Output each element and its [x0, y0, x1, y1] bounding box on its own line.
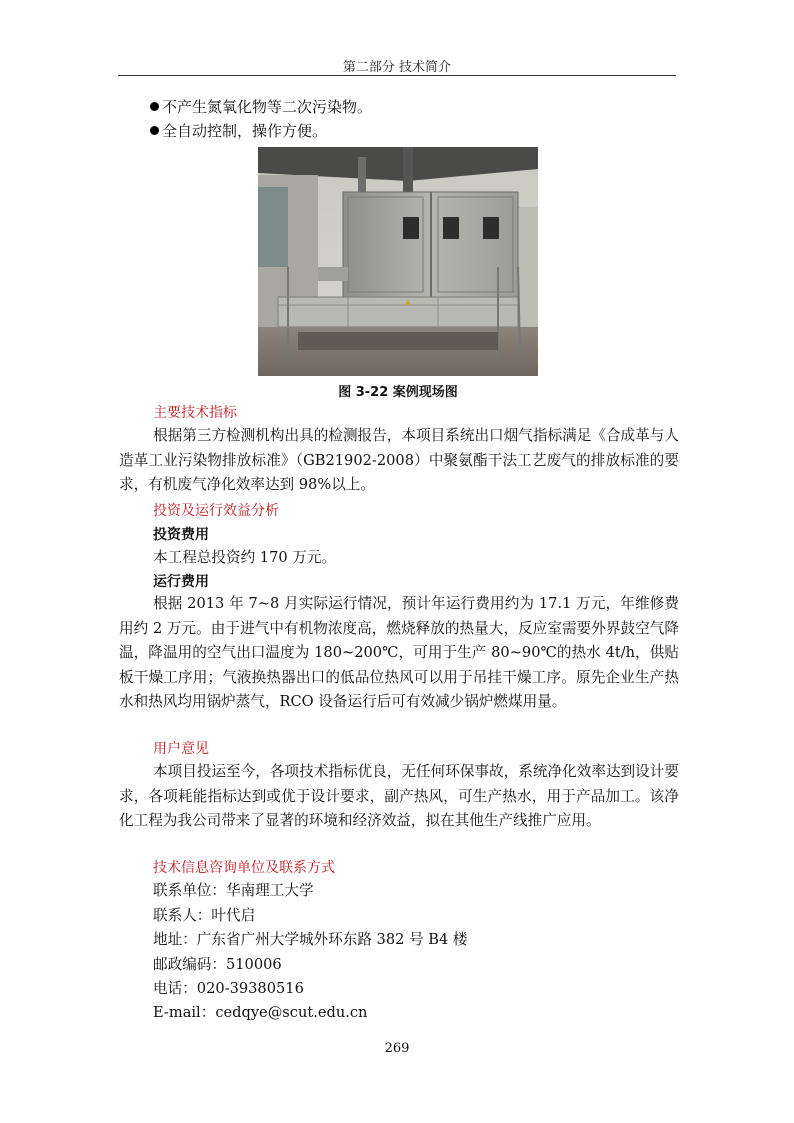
section-title-contact: 技术信息咨询单位及联系方式 [153, 860, 335, 876]
bullet-text: 全自动控制，操作方便。 [162, 122, 328, 140]
contact-unit: 联系单位：华南理工大学 [153, 882, 314, 899]
main-tech-paragraph: 根据第三方检测机构出具的检测报告，本项目系统出口烟气指标满足《合成革与人造革工业污染物排放标准》（GB21902-2008）中聚氨酯干法工艺废气的排放标准的要求，有机废气净化效率达到 98%以上。 [119, 427, 679, 493]
subtitle-investment-cost: 投资费用 [153, 527, 209, 543]
contact-email: E-mail：cedqye@scut.edu.cn [153, 1004, 368, 1021]
section-title-investment: 投资及运行效益分析 [153, 503, 279, 519]
bullet-dot-icon [150, 126, 159, 135]
header-divider [118, 75, 676, 76]
bullet-text: 不产生氮氧化物等二次污染物。 [162, 98, 373, 116]
figure-caption: 图 3-22 案例现场图 [338, 385, 458, 400]
bullet-item [150, 97, 372, 117]
contact-person: 联系人：叶代启 [153, 907, 256, 924]
case-site-photo [258, 147, 538, 376]
contact-postcode: 邮政编码：510006 [153, 956, 282, 973]
bullet-item [150, 121, 327, 141]
page-number: 269 [384, 1041, 410, 1056]
operating-cost-paragraph: 根据 2013 年 7~8 月实际运行情况，预计年运行费用约为 17.1 万元，年维修费用约 2 万元。由于进气中有机物浓度高，燃烧释放的热量大，反应室需要外界鼓空气降温，降温用的空气出口温度为 180~200℃，可用于生产 80~90℃的热水 4t/h，供贴板干燥工序用；气液换热器出口的低品位热风可以用于吊挂干燥工序。原先企业生产热水和热风均用锅炉蒸气，RCO 设备运行后可有效减少锅炉燃煤用量。 [119, 595, 679, 710]
section-title-main-tech: 主要技术指标 [153, 405, 237, 421]
user-opinion-paragraph: 本项目投运至今，各项技术指标优良，无任何环保事故，系统净化效率达到设计要求，各项耗能指标达到或优于设计要求，副产热风，可生产热水，用于产品加工。该净化工程为我公司带来了显著的环境和经济效益，拟在其他生产线推广应用。 [119, 763, 679, 829]
section-title-user-opinion: 用户意见 [153, 741, 209, 757]
bullet-dot-icon [150, 102, 159, 111]
subtitle-operating-cost: 运行费用 [153, 574, 209, 590]
investment-cost-text: 本工程总投资约 170 万元。 [153, 549, 337, 566]
contact-address: 地址：广东省广州大学城外环东路 382 号 B4 楼 [153, 931, 468, 948]
page-header: 第二部分 技术简介 [342, 60, 452, 75]
contact-phone: 电话：020-39380516 [153, 980, 304, 997]
